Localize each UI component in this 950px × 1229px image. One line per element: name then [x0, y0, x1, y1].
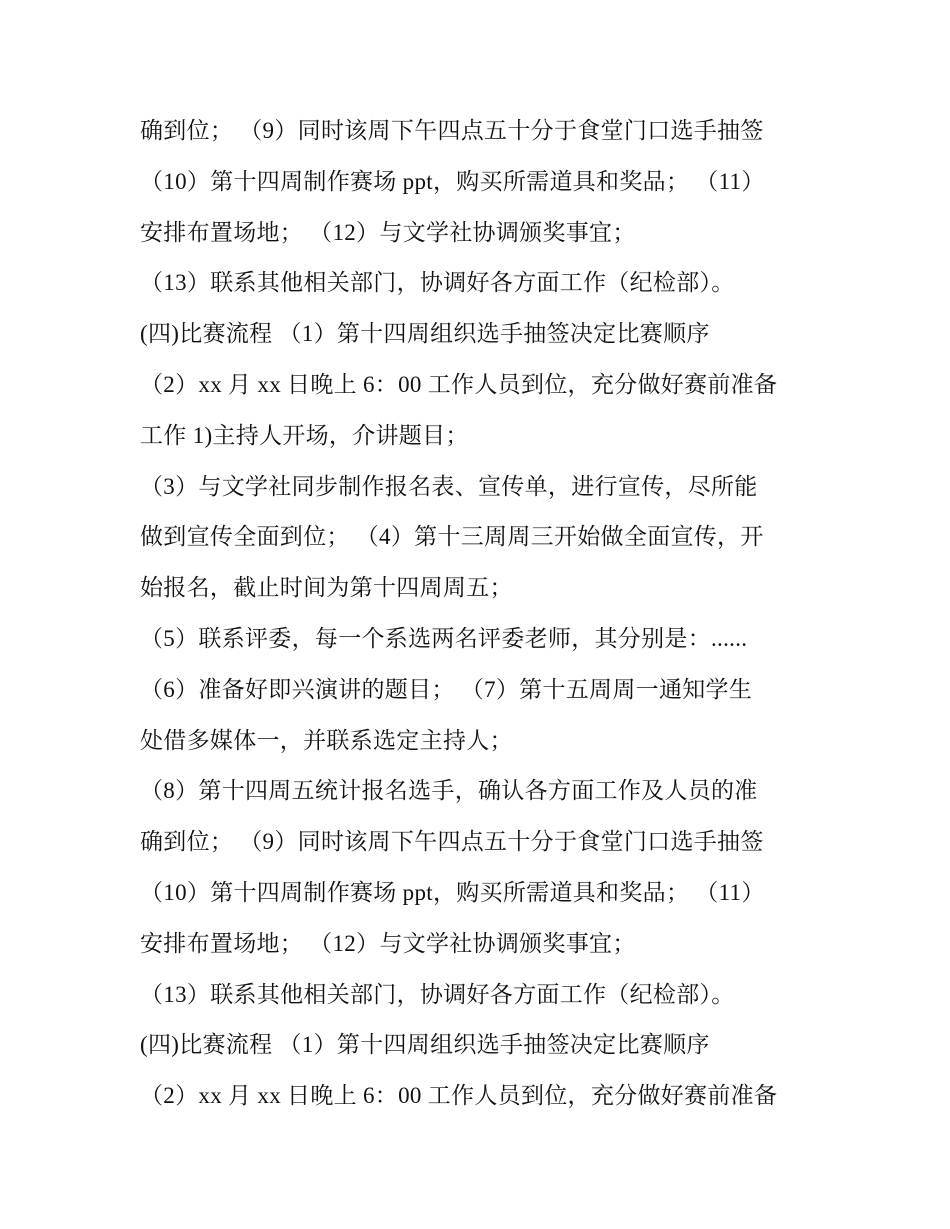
text-line-11: （5）联系评委，每一个系选两名评委老师，其分别是：......	[140, 625, 748, 651]
text-line-15: 确到位； （9）同时该周下午四点五十分于食堂门口选手抽签	[140, 829, 764, 855]
text-line-10: 始报名，截止时间为第十四周周五；	[140, 575, 513, 601]
body-text	[140, 106, 840, 1122]
text-line-5: (四)比赛流程 （1）第十四周组织选手抽签决定比赛顺序	[140, 321, 710, 347]
text-line-18: （13）联系其他相关部门，协调好各方面工作（纪检部）。	[140, 981, 735, 1007]
text-line-3: 安排布置场地； （12）与文学社协调颁奖事宜；	[140, 219, 636, 245]
text-line-9: 做到宣传全面到位； （4）第十三周周三开始做全面宣传，开	[140, 524, 764, 550]
text-line-12: （6）准备好即兴演讲的题目； （7）第十五周周一通知学生	[140, 676, 753, 702]
text-line-13: 处借多媒体一，并联系选定主持人；	[140, 727, 513, 753]
text-line-7: 工作 1)主持人开场，介讲题目；	[140, 422, 469, 448]
text-line-6: （2）xx 月 xx 日晚上 6：00 工作人员到位，充分做好赛前准备	[140, 371, 778, 397]
text-line-2: （10）第十四周制作赛场 ppt，购买所需道具和奖品； （11）	[140, 168, 765, 194]
text-line-20: （2）xx 月 xx 日晚上 6：00 工作人员到位，充分做好赛前准备	[140, 1083, 778, 1109]
text-line-14: （8）第十四周五统计报名选手，确认各方面工作及人员的准	[140, 778, 758, 804]
text-line-4: （13）联系其他相关部门，协调好各方面工作（纪检部）。	[140, 270, 735, 296]
text-line-19: (四)比赛流程 （1）第十四周组织选手抽签决定比赛顺序	[140, 1032, 710, 1058]
text-line-1: 确到位； （9）同时该周下午四点五十分于食堂门口选手抽签	[140, 118, 764, 143]
text-line-17: 安排布置场地； （12）与文学社协调颁奖事宜；	[140, 930, 636, 956]
text-line-16: （10）第十四周制作赛场 ppt，购买所需道具和奖品； （11）	[140, 879, 765, 905]
text-line-8: （3）与文学社同步制作报名表、宣传单，进行宣传，尽所能	[140, 473, 758, 499]
